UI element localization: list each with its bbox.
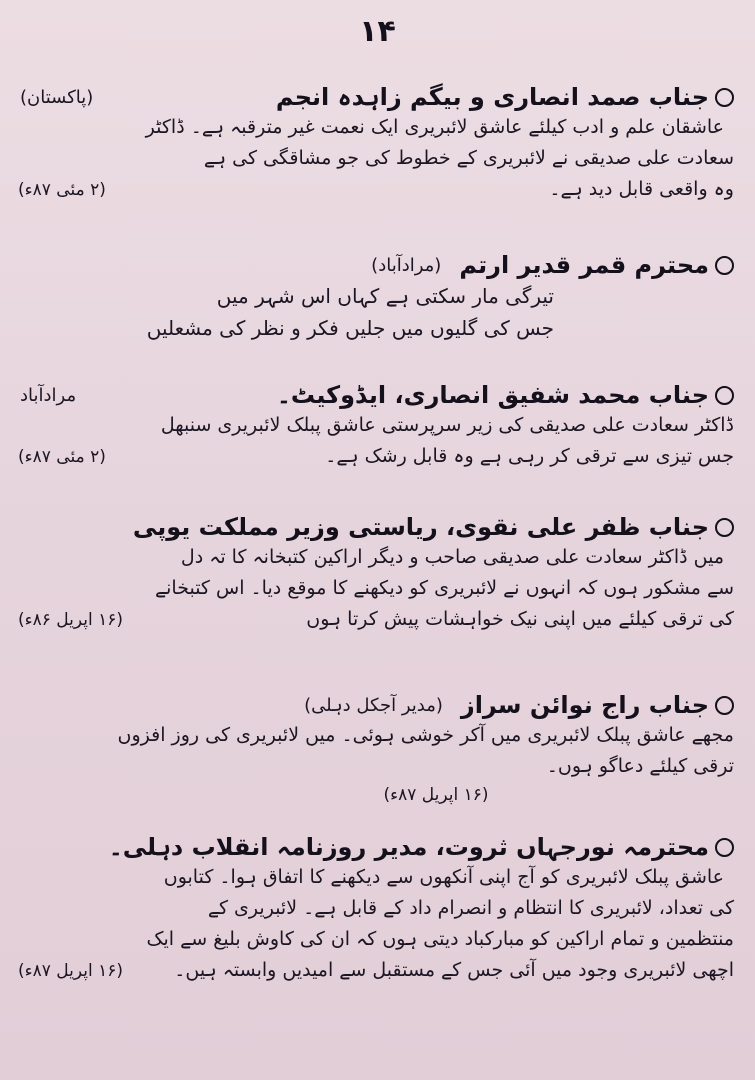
entry-heading-row	[18, 380, 734, 410]
entry-name: محترمہ نورجہاں ثروت، مدیر روزنامہ انقلاب دہلی۔	[108, 833, 709, 861]
entry-line: عاشقان علم و ادب کیلئے عاشق لائبریری ایک نعمت غیر مترقبہ ہے۔ ڈاکٹر	[145, 116, 724, 138]
entry-noor-jahan-sarwat	[18, 832, 734, 986]
entry-shafiq-ansari	[18, 380, 734, 472]
entry-line: وہ واقعی قابل دید ہے۔	[549, 178, 734, 200]
verse-line: تیرگی مار سکتی ہے کہاں اس شہر میں	[216, 284, 554, 308]
page-number: ۱۴	[359, 14, 396, 49]
bullet-circle-icon	[715, 386, 734, 405]
bullet-circle-icon	[715, 838, 734, 857]
entry-location: (مرادآباد)	[371, 254, 442, 276]
entry-heading-row	[18, 82, 734, 112]
entry-location: (پاکستان)	[20, 86, 94, 108]
bullet-circle-icon	[715, 696, 734, 715]
entry-line: اچھی لائبریری وجود میں آئی جس کے مستقبل سے امیدیں وابستہ ہیں۔	[174, 959, 734, 981]
bullet-circle-icon	[715, 256, 734, 275]
entry-last-line	[18, 955, 734, 986]
entry-line: کی ترقی کیلئے میں اپنی نیک خواہشات پیش کرتا ہوں	[306, 608, 734, 630]
entry-last-line	[18, 174, 734, 205]
entry-date: (۲ مئی ۸۷ء)	[18, 180, 106, 200]
entry-last-line	[18, 441, 734, 472]
entry-line: میں ڈاکٹر سعادت علی صدیقی صاحب و دیگر اراکین کتبخانہ کا تہ دل	[180, 546, 724, 568]
bullet-circle-icon	[715, 518, 734, 537]
entry-line: مجھے عاشق پبلک لائبریری میں آکر خوشی ہوئی۔ میں لائبریری کی روز افزوں	[117, 724, 734, 746]
entry-date: (۲ مئی ۸۷ء)	[18, 447, 106, 467]
entry-line: سے مشکور ہوں کہ انہوں نے لائبریری کو دیکھنے کا موقع دیا۔ اس کتبخانے	[154, 577, 734, 599]
entry-line: کی تعداد، لائبریری کا انتظام و انصرام داد کے قابل ہے۔ لائبریری کے	[207, 897, 734, 919]
entry-raj-narain-raaz	[18, 690, 734, 808]
entry-heading-row	[18, 512, 734, 542]
entry-date: (۱۶ اپریل ۸۷ء)	[18, 961, 124, 981]
verse-line: جس کی گلیوں میں جلیں فکر و نظر کی مشعلیں	[146, 316, 554, 340]
entry-zafar-ali-naqvi	[18, 512, 734, 635]
entry-name: جناب محمد شفیق انصاری، ایڈوکیٹ۔	[276, 381, 709, 409]
entry-location: (مدیر آجکل دہلی)	[304, 694, 443, 716]
entry-date: (۱۶ اپریل ۸۶ء)	[18, 610, 124, 630]
entry-name: محترم قمر قدیر ارتم	[459, 251, 709, 279]
entry-line: منتظمین و تمام اراکین کو مبارکباد دیتی ہوں کہ ان کی کاوش بلیغ سے ایک	[146, 928, 734, 950]
entry-line: سعادت علی صدیقی نے لائبریری کے خطوط کی جو مشاقگی کی ہے	[203, 147, 734, 169]
entry-date: (۱۶ اپریل ۸۷ء)	[383, 785, 489, 805]
entry-samad-ansari	[18, 82, 734, 205]
entry-line: جس تیزی سے ترقی کر رہی ہے وہ قابل رشک ہے۔	[325, 445, 734, 467]
entry-heading-row	[18, 690, 734, 720]
entry-location: مرادآباد	[20, 384, 77, 406]
entry-heading-row	[18, 250, 734, 280]
entry-name: جناب راج نوائن سراز	[460, 691, 709, 719]
entry-heading-row	[18, 832, 734, 862]
entry-name: جناب صمد انصاری و بیگم زاہدہ انجم	[275, 83, 709, 111]
entry-line: عاشق پبلک لائبریری کو آج اپنی آنکھوں سے دیکھنے کا اتفاق ہوا۔ کتابوں	[163, 866, 724, 888]
bullet-circle-icon	[715, 88, 734, 107]
entry-last-line	[18, 604, 734, 635]
entry-name: جناب ظفر علی نقوی، ریاستی وزیر مملکت یوپی	[132, 513, 709, 541]
verse-couplet	[18, 280, 734, 344]
entry-qamar-qadeer	[18, 250, 734, 344]
entry-line: ڈاکٹر سعادت علی صدیقی کی زیر سرپرستی عاشق پبلک لائبریری سنبھل	[160, 414, 734, 436]
entry-line: ترقی کیلئے دعاگو ہوں۔	[546, 755, 734, 777]
